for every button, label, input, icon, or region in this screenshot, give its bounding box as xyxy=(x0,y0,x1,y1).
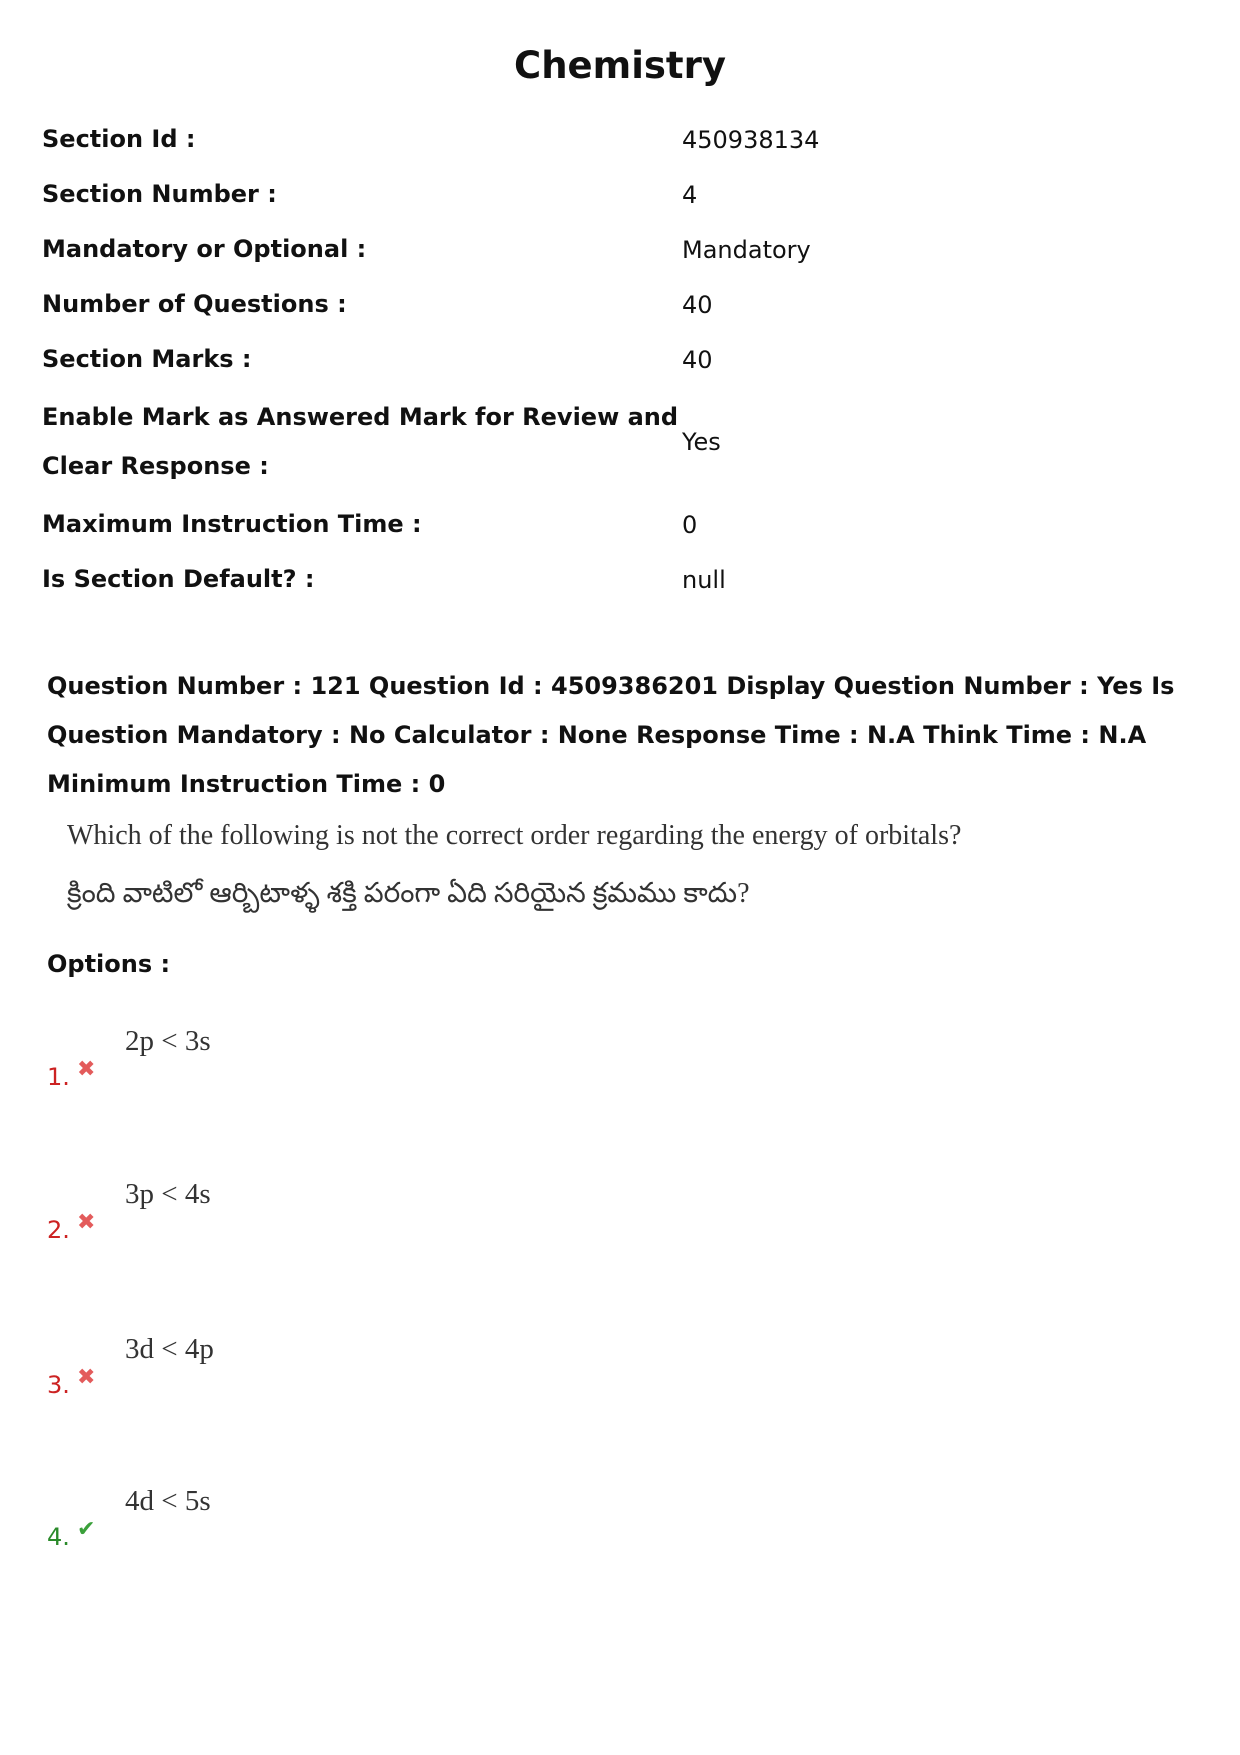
info-value: Yes xyxy=(682,428,721,456)
info-label: Section Marks : xyxy=(42,345,252,373)
page-title: Chemistry xyxy=(514,44,726,87)
info-value: null xyxy=(682,565,726,594)
info-value: Mandatory xyxy=(682,235,811,264)
cross-icon: ✖ xyxy=(77,1057,96,1082)
info-row-section-number xyxy=(42,167,1192,222)
info-value: 40 xyxy=(682,290,713,319)
option-2 xyxy=(47,1178,547,1258)
info-label: Is Section Default? : xyxy=(42,565,315,593)
info-value: 450938134 xyxy=(682,125,820,154)
info-row-number-of-questions xyxy=(42,277,1192,332)
info-label: Section Number : xyxy=(42,180,277,208)
option-text: 3d < 4p xyxy=(125,1333,214,1365)
question-meta: Question Number : 121 Question Id : 4509386201 Display Question Number : Yes Is Question Mandatory : No Calculator : None Response Time : N.A Think Time : N.A Minimum Instruction Time : 0 xyxy=(47,672,1175,798)
info-value: 4 xyxy=(682,180,698,209)
info-label: Mandatory or Optional : xyxy=(42,235,367,263)
option-number: 2. xyxy=(47,1216,70,1244)
info-row-section-id xyxy=(42,112,1192,167)
option-3 xyxy=(47,1333,547,1413)
check-icon: ✔ xyxy=(77,1517,96,1542)
option-number: 1. xyxy=(47,1063,70,1091)
option-number: 4. xyxy=(47,1523,70,1551)
option-text: 4d < 5s xyxy=(125,1485,211,1517)
info-row-max-instruction-time xyxy=(42,497,1192,552)
option-number: 3. xyxy=(47,1371,70,1399)
info-label: Maximum Instruction Time : xyxy=(42,510,422,538)
option-text: 3p < 4s xyxy=(125,1178,211,1210)
option-4 xyxy=(47,1485,547,1565)
info-label: Enable Mark as Answered Mark for Review and Clear Response : xyxy=(42,403,679,480)
question-text-telugu: క్రింది వాటిలో ఆర్బిటాళ్ళ శక్తి పరంగా ఏది సరియైన క్రమము కాదు? xyxy=(67,878,750,909)
option-text: 2p < 3s xyxy=(125,1025,211,1057)
info-value: 40 xyxy=(682,345,713,374)
info-row-section-default xyxy=(42,552,1192,607)
info-row-enable-mark xyxy=(42,387,1192,497)
cross-icon: ✖ xyxy=(77,1210,96,1235)
option-1 xyxy=(47,1025,547,1105)
section-info-table xyxy=(42,112,1192,607)
options-label: Options : xyxy=(47,950,171,978)
info-row-section-marks xyxy=(42,332,1192,387)
info-label: Number of Questions : xyxy=(42,290,347,318)
question-text-english: Which of the following is not the correct order regarding the energy of orbitals? xyxy=(67,820,962,851)
cross-icon: ✖ xyxy=(77,1365,96,1390)
info-value: 0 xyxy=(682,510,698,539)
info-row-mandatory xyxy=(42,222,1192,277)
info-label: Section Id : xyxy=(42,125,196,153)
